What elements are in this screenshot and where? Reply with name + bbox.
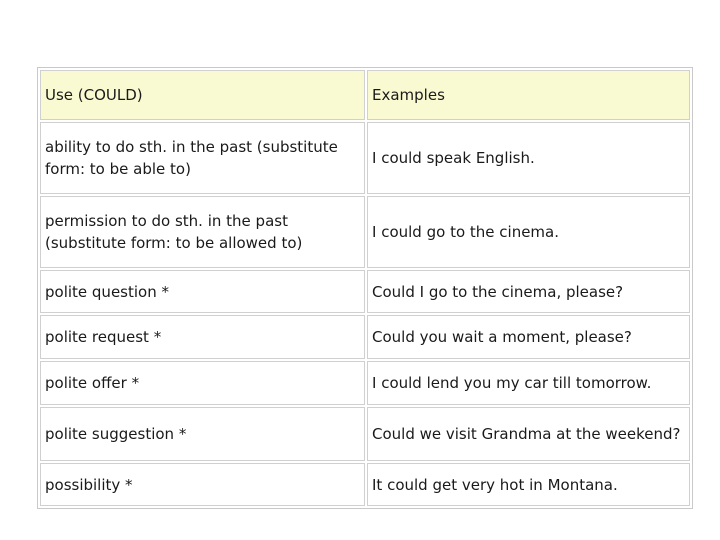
use-cell: polite suggestion *	[40, 407, 365, 461]
table-row	[40, 315, 690, 359]
example-verb: go	[428, 282, 448, 301]
example-pre: I could	[372, 223, 427, 241]
use-cell: polite question *	[40, 270, 365, 313]
example-cell	[367, 315, 690, 359]
example-post: you my car till tomorrow.	[459, 374, 652, 392]
example-cell	[367, 270, 690, 313]
example-verb: speak	[426, 149, 472, 167]
table-row	[40, 407, 690, 461]
example-post: Grandma at the weekend?	[476, 425, 681, 443]
example-post: to the cinema.	[445, 223, 559, 241]
header-use: Use (COULD)	[40, 70, 365, 120]
example-post: to the cinema, please?	[447, 282, 624, 301]
table-header-row	[40, 70, 690, 120]
table-row	[40, 463, 690, 506]
use-cell: polite offer *	[40, 361, 365, 405]
use-cell: polite request *	[40, 315, 365, 359]
example-verb: go	[426, 223, 446, 241]
example-post: very hot in Montana.	[457, 475, 618, 494]
use-cell: possibility *	[40, 463, 365, 506]
example-verb: lend	[426, 374, 460, 392]
example-post: a moment, please?	[483, 328, 632, 346]
header-examples: Examples	[367, 70, 690, 120]
example-post: English.	[471, 149, 535, 167]
example-verb: wait	[451, 328, 484, 346]
table-row	[40, 122, 690, 194]
example-cell	[367, 407, 690, 461]
table-row	[40, 270, 690, 313]
example-verb: get	[432, 475, 458, 494]
example-pre: I could	[372, 374, 427, 392]
table-row	[40, 196, 690, 268]
example-pre: Could you	[372, 328, 452, 346]
example-cell	[367, 122, 690, 194]
example-verb: visit	[445, 425, 477, 443]
example-pre: Could I	[372, 282, 429, 301]
example-cell	[367, 463, 690, 506]
example-pre: It could	[372, 475, 433, 494]
table-row	[40, 361, 690, 405]
example-cell	[367, 361, 690, 405]
could-usage-table	[37, 67, 693, 509]
example-cell	[367, 196, 690, 268]
example-pre: Could we	[372, 425, 446, 443]
use-cell: permission to do sth. in the past (substitute form: to be allowed to)	[40, 196, 365, 268]
example-pre: I could	[372, 149, 427, 167]
use-cell: ability to do sth. in the past (substitute form: to be able to)	[40, 122, 365, 194]
